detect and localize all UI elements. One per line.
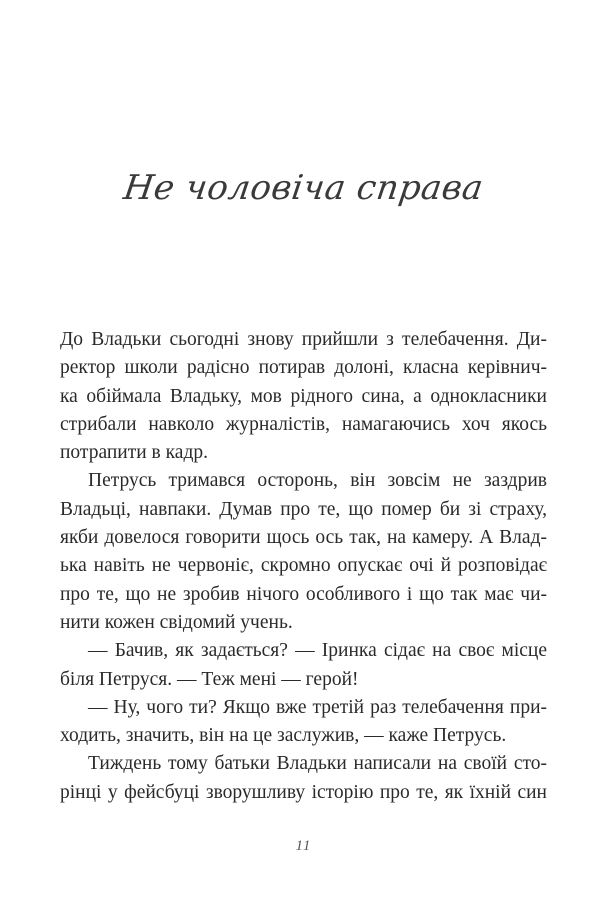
text-line: нити кожен свідомий учень.: [60, 611, 293, 633]
text-line: біля Петруся. — Теж мені — герой!: [60, 668, 359, 690]
page-number: 11: [295, 838, 312, 854]
text-line: якби довелося говорити щось ось так, на камеру. А Влад-: [60, 527, 547, 549]
text-line: Владьці, навпаки. Думав про те, що помер би зі страху,: [60, 498, 547, 520]
text-line: потрапити в кадр.: [60, 442, 209, 464]
text-line: До Владьки сьогодні знову прийшли з телебачення. Ди-: [60, 329, 547, 350]
paragraph: [60, 694, 547, 751]
text-line: стрибали навколо журналістів, намагаючись хоч якось: [60, 413, 547, 435]
text-line: Петрусь тримався осторонь, він зовсім не заздрив: [88, 470, 547, 492]
paragraph: [60, 467, 547, 637]
text-line: ька навіть не червоніє, скромно опускає очі й розповідає: [60, 555, 547, 577]
paragraph: [60, 326, 547, 467]
text-line: — Бачив, як задається? — Іринка сідає на своє місце: [88, 640, 547, 662]
body-text: [60, 326, 547, 807]
text-line: — Ну, чого ти? Якщо вже третій раз телебачення при-: [88, 696, 547, 718]
text-line: про те, що не зробив нічого особливого і що так має чи-: [60, 583, 547, 605]
text-line: ректор школи радісно потирав долоні, класна керівнич-: [60, 357, 547, 379]
paragraph: [60, 637, 547, 694]
text-line: Тиждень тому батьки Владьки написали на своїй сто-: [88, 753, 547, 775]
paragraph: [60, 750, 547, 807]
text-line: ка обіймала Владьку, мов рідного сина, а однокласники: [60, 385, 547, 407]
text-line: ходить, значить, він на це заслужив, — каже Петрусь.: [60, 725, 507, 747]
chapter-title: Не чоловіча справа: [121, 168, 486, 208]
text-line: рінці у фейсбуці зворушливу історію про те, як їхній син: [60, 781, 547, 803]
